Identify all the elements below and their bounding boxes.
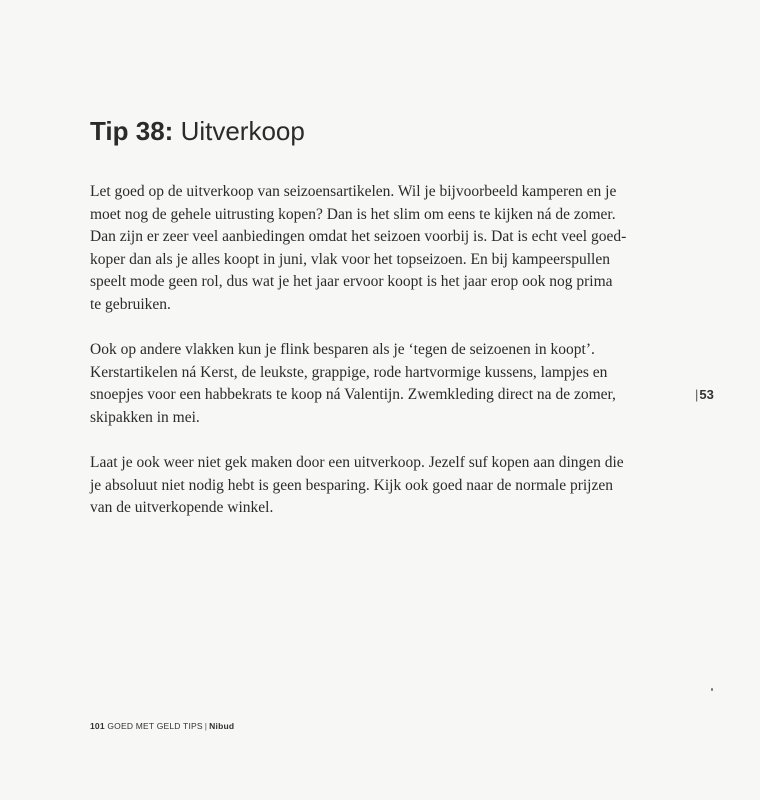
text-line: Let goed op de uitverkoop van seizoensartikelen. Wil je bijvoorbeeld kamperen en je [90,183,617,200]
text-line: snoepjes voor een habbekrats te koop ná Valentijn. Zwemkleding direct na de zomer, [90,386,616,404]
text-line: te gebruiken. [90,295,171,313]
text-line: skipakken in mei. [90,408,200,426]
paragraph-2 [90,339,650,429]
text-line: Laat je ook weer niet gek maken door een uitverkoop. Jezelf suf kopen aan dingen die [90,454,624,472]
body-text [90,181,650,543]
text-line: speelt mode geen rol, dus wat je het jaar ervoor koopt is het jaar erop ook nog prima [90,273,613,291]
text-line: Dan zijn er zeer veel aanbiedingen omdat het seizoen voorbij is. Dat is echt veel goed- [90,228,627,246]
text-line: van de uitverkopende winkel. [90,499,274,517]
text-line: Kerstartikelen ná Kerst, de leukste, grappige, rode hartvormige kussens, lampjes en [90,363,608,381]
footer-separator: | [204,721,208,731]
page-footer [90,721,234,731]
page-number [695,387,714,402]
footer-number: 101 [90,721,105,731]
paragraph-1 [90,181,650,317]
page-title [90,116,305,147]
text-line: Ook op andere vlakken kun je flink besparen als je ‘tegen de seizoenen in koopt’. [90,341,595,359]
print-speck [711,688,713,691]
text-line: je absoluut niet nodig hebt is geen besparing. Kijk ook goed naar de normale prijzen [90,476,613,494]
page-number-bar: | [695,387,699,402]
text-line: koper dan als je alles koopt in juni, vlak voor het topseizoen. En bij kampeerspullen [90,250,610,268]
footer-brand: Nibud [209,721,235,731]
page-number-value: 53 [699,387,714,402]
text-line: moet nog de gehele uitrusting kopen? Dan is het slim om eens te kijken ná de zomer. [90,205,616,223]
footer-book-title: GOED MET GELD TIPS [107,721,203,731]
paragraph-3 [90,452,650,520]
tip-title: Uitverkoop [180,116,305,146]
tip-number: Tip 38: [90,116,174,146]
